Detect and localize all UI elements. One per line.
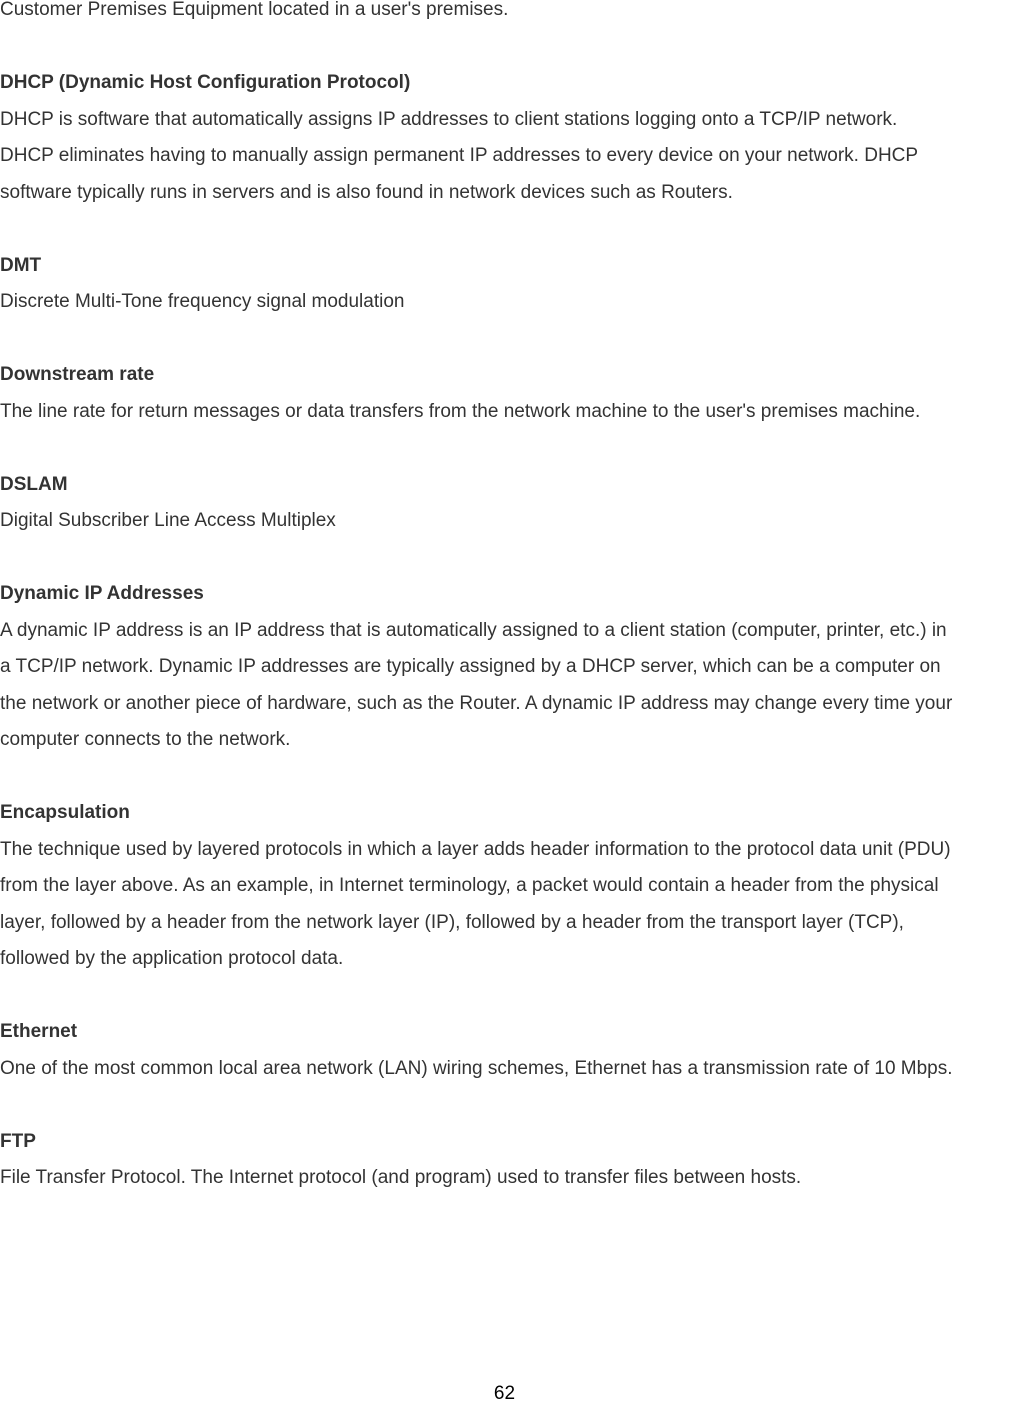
term-heading: Encapsulation bbox=[0, 802, 130, 823]
term-description-line: The technique used by layered protocols in which a layer adds header information to the protocol data unit (PDU) bbox=[0, 838, 951, 860]
term-description-line: software typically runs in servers and is also found in network devices such as Routers. bbox=[0, 181, 733, 203]
page-number: 62 bbox=[493, 1383, 516, 1404]
term-heading: DMT bbox=[0, 254, 42, 276]
term-description-line: Digital Subscriber Line Access Multiplex bbox=[0, 510, 336, 531]
term-heading: Ethernet bbox=[0, 1021, 78, 1042]
intro-text: Customer Premises Equipment located in a user's premises. bbox=[0, 0, 509, 20]
glossary-entry-ethernet bbox=[0, 1014, 1009, 1087]
glossary-entry-dslam bbox=[0, 467, 1009, 540]
term-description-line: a TCP/IP network. Dynamic IP addresses are typically assigned by a DHCP server, which can be a computer on bbox=[0, 656, 941, 677]
term-description-line: A dynamic IP address is an IP address that is automatically assigned to a client station (computer, printer, etc.) in bbox=[0, 619, 947, 641]
glossary-entry-ftp bbox=[0, 1124, 1009, 1197]
term-heading: Dynamic IP Addresses bbox=[0, 583, 204, 604]
term-heading: DHCP (Dynamic Host Configuration Protocol) bbox=[0, 72, 411, 93]
glossary-entry-downstream-rate bbox=[0, 357, 1009, 430]
glossary-entry-dhcp bbox=[0, 65, 1009, 211]
term-description-line: DHCP is software that automatically assigns IP addresses to client stations logging onto a TCP/IP network. bbox=[0, 108, 898, 130]
term-description-line: computer connects to the network. bbox=[0, 729, 291, 750]
term-description-line: The line rate for return messages or data transfers from the network machine to the user's premises machine. bbox=[0, 400, 921, 422]
term-description-line: followed by the application protocol data. bbox=[0, 948, 344, 969]
term-description-line: Discrete Multi-Tone frequency signal modulation bbox=[0, 291, 405, 312]
glossary-entry-dynamic-ip bbox=[0, 576, 1009, 759]
term-description-line: the network or another piece of hardware, such as the Router. A dynamic IP address may change every time your bbox=[0, 692, 953, 714]
term-description-line: One of the most common local area network (LAN) wiring schemes, Ethernet has a transmission rate of 10 Mbps. bbox=[0, 1057, 953, 1079]
term-heading: Downstream rate bbox=[0, 364, 155, 385]
term-description-line: layer, followed by a header from the network layer (IP), followed by a header from the transport layer (TCP), bbox=[0, 911, 904, 933]
term-description-line: from the layer above. As an example, in Internet terminology, a packet would contain a header from the physical bbox=[0, 875, 939, 896]
term-description-line: DHCP eliminates having to manually assign permanent IP addresses to every device on your network. DHCP bbox=[0, 145, 919, 166]
term-heading: DSLAM bbox=[0, 473, 68, 495]
glossary-entry-encapsulation bbox=[0, 795, 1009, 978]
glossary-entry-dmt bbox=[0, 248, 1009, 321]
term-description-line: File Transfer Protocol. The Internet protocol (and program) used to transfer files between hosts. bbox=[0, 1167, 802, 1188]
term-heading: FTP bbox=[0, 1130, 36, 1152]
